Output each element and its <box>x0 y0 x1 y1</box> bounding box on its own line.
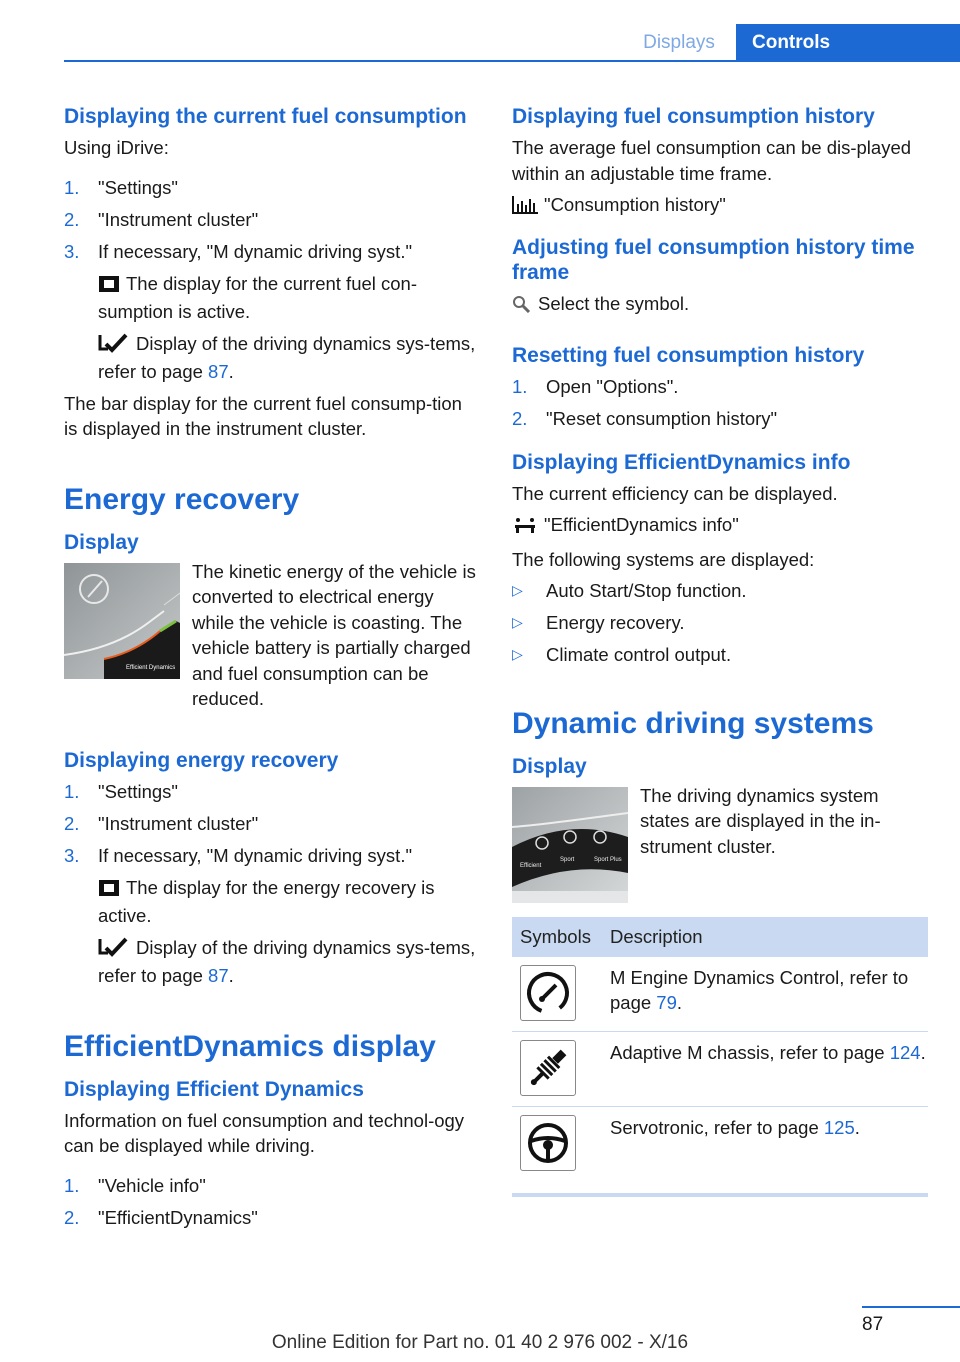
energy-recovery-gauge-image <box>64 563 180 684</box>
svg-text:Efficient: Efficient <box>520 862 542 869</box>
adjust-text: Select the symbol. <box>512 291 928 320</box>
history-text: The average fuel consumption can be dis-played within an adjustable time frame. <box>512 137 912 184</box>
list-item: 2. "Instrument cluster" <box>64 812 259 834</box>
bar-display-text: The bar display for the current fuel consump-tion is displayed in the instrument cluster. <box>64 392 462 439</box>
header-rule <box>64 60 960 62</box>
sub-display-active: The display for the current fuel con-sumption is active. <box>98 272 418 322</box>
magnifier-icon <box>512 294 532 320</box>
bar-chart-icon <box>512 195 538 221</box>
engine-dynamics-gauge-icon <box>520 965 576 1021</box>
heading-current-fuel: Displaying the current fuel consumption <box>64 105 467 128</box>
page-link-124[interactable]: 124 <box>889 1041 921 1063</box>
dyn-display-text: The driving dynamics system states are displayed in the in-strument cluster. <box>640 784 881 857</box>
column-header-description: Description <box>602 917 928 957</box>
sub-driving-dynamics: Display of the driving dynamics sys-tems, refer to page 87. <box>98 332 476 382</box>
list-item: 1. Open "Options". <box>512 376 679 397</box>
symbol-description: M Engine Dynamics Control, refer to page 79. <box>602 957 928 1032</box>
heading-dynamic-driving-systems: Dynamic driving systems <box>512 706 874 740</box>
page-link-79[interactable]: 79 <box>656 992 677 1013</box>
symbols-table <box>512 917 928 1197</box>
svg-text:Sport: Sport <box>560 856 575 863</box>
energy-display-text: The kinetic energy of the vehicle is converted to electrical energy while the vehicle is coasting. The vehicle battery is partially charged and fuel consumption can be reduced. <box>192 560 476 709</box>
heading-adjust-timeframe: Adjusting fuel consumption history time frame <box>512 235 915 284</box>
table-header-row <box>512 917 928 957</box>
sub-energy-driving-dynamics: Display of the driving dynamics sys-tems, refer to page 87. <box>98 936 476 986</box>
steps-energy <box>64 779 480 869</box>
steps-reset <box>512 374 928 432</box>
left-column <box>64 104 480 1237</box>
symbol-description: Adaptive M chassis, refer to page 124. <box>602 1031 928 1106</box>
page-number: 87 <box>862 1306 960 1336</box>
using-idrive: Using iDrive: <box>64 137 169 158</box>
page-link-125[interactable]: 125 <box>823 1116 855 1138</box>
effinfo-bullets <box>512 578 928 668</box>
symbol-description: Servotronic, refer to page 125. <box>602 1106 928 1195</box>
heading-display: Display <box>64 530 139 554</box>
steering-wheel-icon <box>520 1115 576 1171</box>
header-tab-displays[interactable]: Displays <box>643 32 715 53</box>
ed-text: Information on fuel consumption and technol-ogy can be displayed while driving. <box>64 1109 465 1156</box>
dyn-display-block <box>512 783 928 907</box>
heading-displaying-energy-recovery: Displaying energy recovery <box>64 748 339 772</box>
efficient-dynamics-icon <box>512 515 538 541</box>
heading-efficientdynamics-display: EfficientDynamics display <box>64 1029 436 1063</box>
energy-display-block <box>64 559 480 712</box>
column-header-symbols: Symbols <box>512 917 602 957</box>
right-column <box>512 104 928 1197</box>
checkmark-indicator-icon <box>98 333 130 360</box>
list-item: 3. If necessary, "M dynamic driving syst." <box>64 240 413 262</box>
list-item: 1. "Settings" <box>64 780 178 802</box>
steps-ed <box>64 1173 480 1231</box>
history-menu: "Consumption history" <box>512 192 928 221</box>
heading-efficientdynamics-info: Displaying EfficientDynamics info <box>512 450 851 474</box>
effinfo-text: The current efficiency can be displayed. <box>512 482 838 504</box>
footer-edition: Online Edition for Part no. 01 40 2 976 002 - X/16 <box>271 1332 689 1353</box>
steps-current-fuel <box>64 175 480 265</box>
list-item: 2. "Reset consumption history" <box>512 408 778 429</box>
list-item: 2. "Instrument cluster" <box>64 208 259 230</box>
checkmark-indicator-icon <box>98 937 130 964</box>
shock-absorber-icon <box>520 1040 576 1096</box>
heading-energy-recovery: Energy recovery <box>64 482 300 516</box>
list-item: 2. "EfficientDynamics" <box>64 1206 258 1228</box>
heading-displaying-efficient-dynamics: Displaying Efficient Dynamics <box>64 1077 364 1101</box>
heading-consumption-history: Displaying fuel consumption history <box>512 105 875 128</box>
page-link-87[interactable]: 87 <box>208 361 229 382</box>
list-item: 3. If necessary, "M dynamic driving syst." <box>64 844 413 866</box>
square-indicator-icon <box>98 274 120 300</box>
effinfo-menu: "EfficientDynamics info" <box>512 512 928 541</box>
table-row <box>512 1106 928 1195</box>
header-tab-controls[interactable]: Controls <box>736 24 960 62</box>
driving-dynamics-cluster-image <box>512 787 628 907</box>
list-item: ▷ Energy recovery. <box>512 612 685 633</box>
square-indicator-icon <box>98 878 120 904</box>
list-item: 1. "Vehicle info" <box>64 1174 206 1196</box>
svg-text:Efficient Dynamics: Efficient Dynamics <box>126 664 176 671</box>
list-item: ▷ Auto Start/Stop function. <box>512 580 747 601</box>
effinfo-list-intro: The following systems are displayed: <box>512 548 815 570</box>
heading-reset-history: Resetting fuel consumption history <box>512 344 865 367</box>
heading-dyn-display: Display <box>512 754 587 778</box>
svg-text:Sport Plus: Sport Plus <box>594 856 622 863</box>
page-link-87[interactable]: 87 <box>208 965 229 986</box>
list-item: ▷ Climate control output. <box>512 644 732 665</box>
sub-energy-active: The display for the energy recovery is active. <box>98 876 435 926</box>
list-item: 1. "Settings" <box>64 176 178 198</box>
table-row <box>512 957 928 1032</box>
table-row <box>512 1031 928 1106</box>
